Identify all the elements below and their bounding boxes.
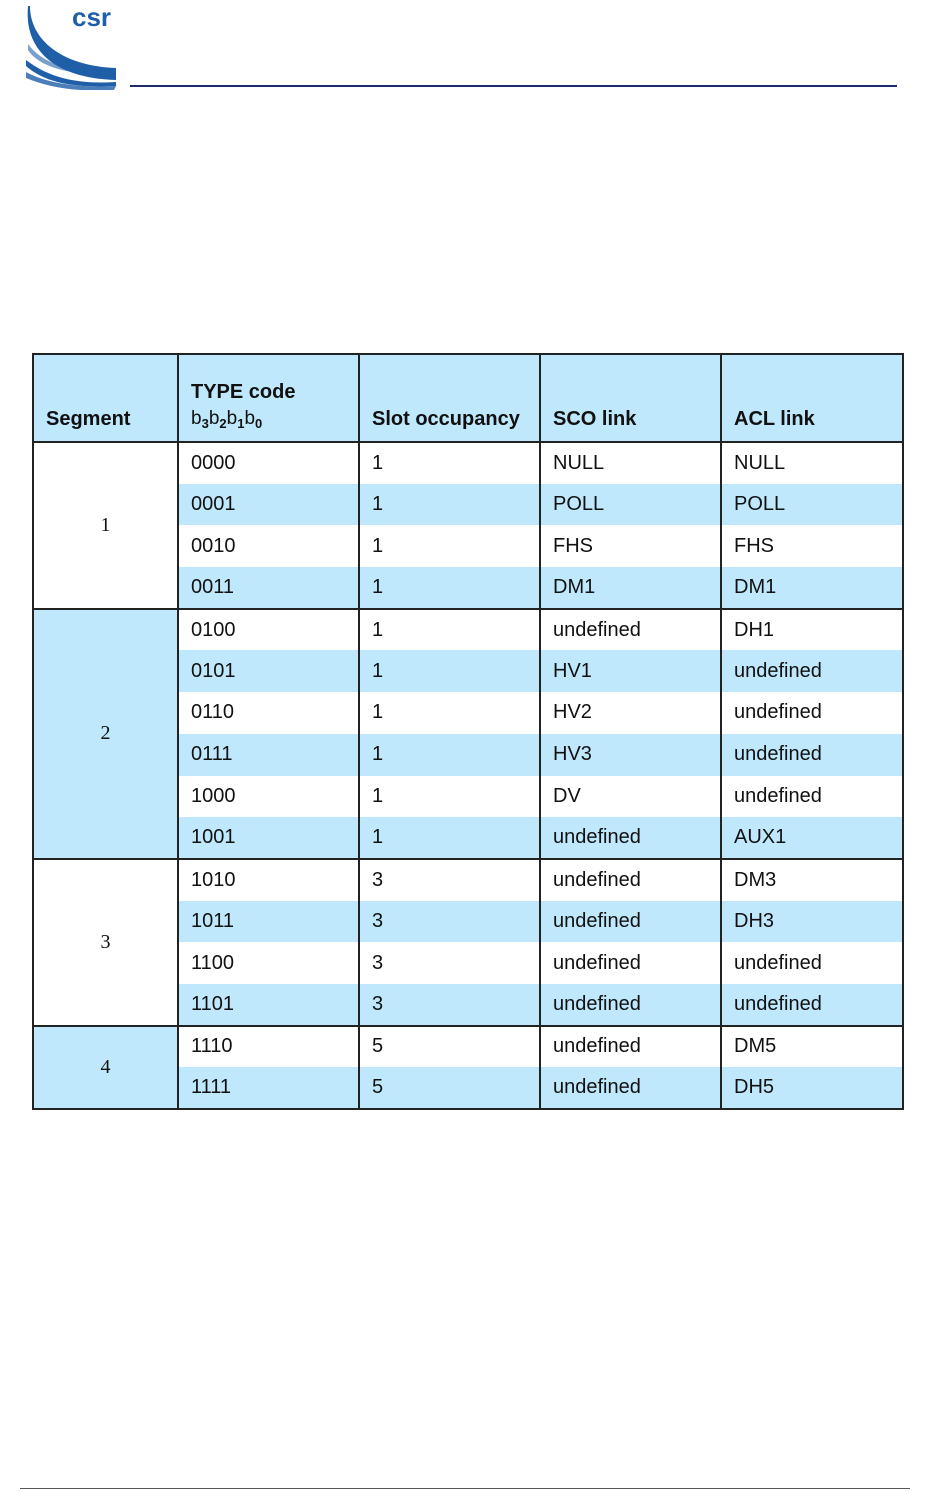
acl-link-cell: undefined (721, 692, 903, 734)
table-body (33, 442, 903, 1109)
acl-link-cell: DM1 (721, 567, 903, 609)
type-code-cell: 0011 (178, 567, 359, 609)
csr-logo (22, 0, 122, 90)
type-code-cell: 1010 (178, 859, 359, 901)
acl-link-cell: undefined (721, 776, 903, 818)
acl-link-cell: DM5 (721, 1026, 903, 1068)
type-code-cell: 0010 (178, 525, 359, 567)
acl-link-cell: DH3 (721, 901, 903, 943)
sco-link-cell: undefined (540, 901, 721, 943)
slot-occupancy-cell: 3 (359, 984, 540, 1026)
acl-link-cell: DH5 (721, 1067, 903, 1109)
type-code-cell: 1001 (178, 817, 359, 859)
csr-logo-mark (22, 0, 122, 90)
slot-occupancy-cell: 1 (359, 525, 540, 567)
sco-link-cell: undefined (540, 859, 721, 901)
acl-link-cell: FHS (721, 525, 903, 567)
table-header-row (33, 354, 903, 442)
slot-occupancy-cell: 1 (359, 734, 540, 776)
header-segment: Segment (33, 354, 178, 442)
sco-link-cell: POLL (540, 484, 721, 526)
header-rule (130, 85, 897, 87)
slot-occupancy-cell: 3 (359, 942, 540, 984)
slot-occupancy-cell: 5 (359, 1067, 540, 1109)
table-row (33, 859, 903, 901)
logo-text: csr (72, 2, 112, 32)
slot-occupancy-cell: 5 (359, 1026, 540, 1068)
sco-link-cell: undefined (540, 1067, 721, 1109)
type-code-cell: 0000 (178, 442, 359, 484)
sco-link-cell: DM1 (540, 567, 721, 609)
table-row (33, 1026, 903, 1068)
type-code-cell: 1011 (178, 901, 359, 943)
sco-link-cell: undefined (540, 609, 721, 651)
segment-cell: 1 (33, 442, 178, 609)
acl-link-cell: AUX1 (721, 817, 903, 859)
sco-link-cell: undefined (540, 942, 721, 984)
header-slot-occupancy: Slot occupancy (359, 354, 540, 442)
sco-link-cell: HV1 (540, 650, 721, 692)
slot-occupancy-cell: 1 (359, 609, 540, 651)
slot-occupancy-cell: 1 (359, 484, 540, 526)
segment-cell: 2 (33, 609, 178, 859)
sco-link-cell: undefined (540, 1026, 721, 1068)
sco-link-cell: undefined (540, 984, 721, 1026)
type-code-cell: 1101 (178, 984, 359, 1026)
sco-link-cell: DV (540, 776, 721, 818)
slot-occupancy-cell: 1 (359, 817, 540, 859)
acl-link-cell: DM3 (721, 859, 903, 901)
type-code-cell: 1110 (178, 1026, 359, 1068)
segment-cell: 3 (33, 859, 178, 1026)
acl-link-cell: DH1 (721, 609, 903, 651)
sco-link-cell: undefined (540, 817, 721, 859)
table-row (33, 609, 903, 651)
slot-occupancy-cell: 1 (359, 692, 540, 734)
sco-link-cell: NULL (540, 442, 721, 484)
slot-occupancy-cell: 1 (359, 776, 540, 818)
slot-occupancy-cell: 1 (359, 567, 540, 609)
acl-link-cell: undefined (721, 984, 903, 1026)
type-code-cell: 0101 (178, 650, 359, 692)
slot-occupancy-cell: 1 (359, 650, 540, 692)
slot-occupancy-cell: 3 (359, 901, 540, 943)
packet-type-table (32, 353, 904, 1110)
sco-link-cell: HV2 (540, 692, 721, 734)
acl-link-cell: undefined (721, 734, 903, 776)
header-acl-link: ACL link (721, 354, 903, 442)
acl-link-cell: POLL (721, 484, 903, 526)
type-code-cell: 1100 (178, 942, 359, 984)
type-code-bits: $b_3b_2b_1b_0$ (191, 408, 263, 431)
acl-link-cell: NULL (721, 442, 903, 484)
table-row (33, 442, 903, 484)
type-code-cell: 1000 (178, 776, 359, 818)
segment-cell: 4 (33, 1026, 178, 1109)
acl-link-cell: undefined (721, 942, 903, 984)
header-type-code: TYPE code $b_3b_2b_1b_0$ (178, 354, 359, 442)
type-code-cell: 0100 (178, 609, 359, 651)
footer-rule (20, 1488, 910, 1489)
type-code-cell: 0111 (178, 734, 359, 776)
sco-link-cell: FHS (540, 525, 721, 567)
type-code-cell: 0110 (178, 692, 359, 734)
slot-occupancy-cell: 3 (359, 859, 540, 901)
acl-link-cell: undefined (721, 650, 903, 692)
sco-link-cell: HV3 (540, 734, 721, 776)
type-code-cell: 1111 (178, 1067, 359, 1109)
header-sco-link: SCO link (540, 354, 721, 442)
slot-occupancy-cell: 1 (359, 442, 540, 484)
type-code-cell: 0001 (178, 484, 359, 526)
